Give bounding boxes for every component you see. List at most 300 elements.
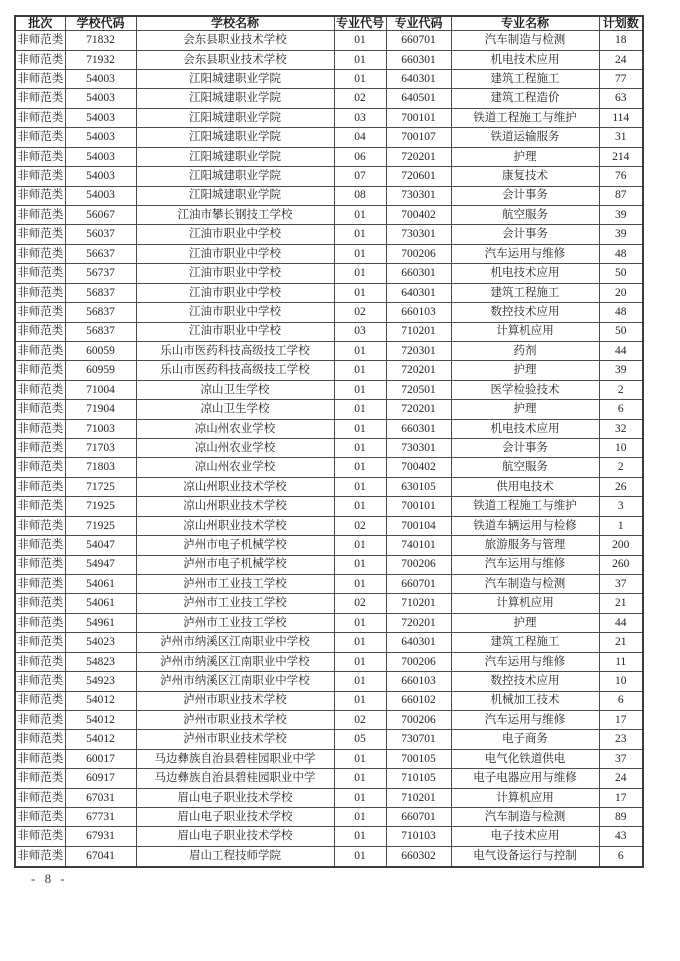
cell-school-name: 泸州市职业技术学校 <box>136 710 334 729</box>
cell-school-code: 60959 <box>65 361 136 380</box>
cell-plan-count: 37 <box>599 749 643 768</box>
cell-batch: 非师范类 <box>15 808 65 827</box>
cell-plan-count: 114 <box>599 108 643 127</box>
cell-major-name: 护理 <box>451 613 599 632</box>
cell-school-name: 眉山电子职业技术学校 <box>136 808 334 827</box>
cell-school-code: 54012 <box>65 691 136 710</box>
cell-school-name: 江油市职业中学校 <box>136 244 334 263</box>
cell-batch: 非师范类 <box>15 108 65 127</box>
cell-major-code: 740101 <box>386 536 451 555</box>
cell-batch: 非师范类 <box>15 31 65 50</box>
cell-plan-count: 3 <box>599 497 643 516</box>
cell-school-code: 71932 <box>65 50 136 69</box>
cell-plan-count: 50 <box>599 264 643 283</box>
table-row <box>15 749 643 768</box>
cell-school-name: 泸州市电子机械学校 <box>136 536 334 555</box>
cell-major-seq: 02 <box>334 594 386 613</box>
cell-major-name: 电气化铁道供电 <box>451 749 599 768</box>
cell-batch: 非师范类 <box>15 205 65 224</box>
cell-major-code: 720501 <box>386 380 451 399</box>
cell-school-name: 凉山州农业学校 <box>136 419 334 438</box>
cell-school-code: 67731 <box>65 808 136 827</box>
table-row <box>15 536 643 555</box>
cell-major-name: 计算机应用 <box>451 322 599 341</box>
cell-school-name: 江油市职业中学校 <box>136 264 334 283</box>
cell-school-name: 会东县职业技术学校 <box>136 31 334 50</box>
table-row <box>15 691 643 710</box>
cell-major-code: 700107 <box>386 128 451 147</box>
cell-batch: 非师范类 <box>15 516 65 535</box>
cell-school-code: 56067 <box>65 205 136 224</box>
table-row <box>15 808 643 827</box>
cell-school-name: 会东县职业技术学校 <box>136 50 334 69</box>
cell-batch: 非师范类 <box>15 264 65 283</box>
cell-batch: 非师范类 <box>15 89 65 108</box>
cell-major-code: 660301 <box>386 264 451 283</box>
cell-school-name: 眉山电子职业技术学校 <box>136 788 334 807</box>
cell-batch: 非师范类 <box>15 749 65 768</box>
cell-major-code: 700206 <box>386 710 451 729</box>
cell-school-code: 54003 <box>65 147 136 166</box>
cell-plan-count: 32 <box>599 419 643 438</box>
cell-batch: 非师范类 <box>15 128 65 147</box>
cell-batch: 非师范类 <box>15 575 65 594</box>
table-row <box>15 594 643 613</box>
table-row <box>15 341 643 360</box>
cell-school-name: 马边彝族自治县碧桂园职业中学 <box>136 769 334 788</box>
cell-major-code: 720201 <box>386 400 451 419</box>
table-row <box>15 730 643 749</box>
cell-school-name: 江油市职业中学校 <box>136 283 334 302</box>
cell-major-seq: 01 <box>334 691 386 710</box>
cell-plan-count: 1 <box>599 516 643 535</box>
cell-major-seq: 01 <box>334 555 386 574</box>
cell-plan-count: 26 <box>599 477 643 496</box>
cell-school-code: 54003 <box>65 89 136 108</box>
cell-plan-count: 24 <box>599 769 643 788</box>
cell-major-code: 660701 <box>386 575 451 594</box>
cell-batch: 非师范类 <box>15 361 65 380</box>
cell-major-name: 建筑工程施工 <box>451 70 599 89</box>
cell-major-code: 660302 <box>386 846 451 867</box>
cell-major-name: 汽车运用与维修 <box>451 244 599 263</box>
table-row <box>15 477 643 496</box>
cell-school-name: 江油市职业中学校 <box>136 303 334 322</box>
cell-major-seq: 01 <box>334 788 386 807</box>
cell-school-name: 乐山市医药科技高级技工学校 <box>136 361 334 380</box>
cell-major-code: 630105 <box>386 477 451 496</box>
cell-major-name: 药剂 <box>451 341 599 360</box>
cell-plan-count: 20 <box>599 283 643 302</box>
cell-plan-count: 260 <box>599 555 643 574</box>
cell-major-name: 会计事务 <box>451 439 599 458</box>
cell-batch: 非师范类 <box>15 225 65 244</box>
cell-major-seq: 01 <box>334 341 386 360</box>
table-row <box>15 575 643 594</box>
cell-school-code: 67041 <box>65 846 136 867</box>
cell-school-code: 54003 <box>65 167 136 186</box>
cell-school-name: 江油市职业中学校 <box>136 322 334 341</box>
cell-major-code: 660103 <box>386 672 451 691</box>
cell-major-code: 700101 <box>386 497 451 516</box>
cell-major-name: 汽车制造与检测 <box>451 31 599 50</box>
table-row <box>15 167 643 186</box>
cell-batch: 非师范类 <box>15 672 65 691</box>
cell-school-name: 眉山工程技师学院 <box>136 846 334 867</box>
cell-school-code: 54012 <box>65 730 136 749</box>
cell-major-name: 建筑工程施工 <box>451 283 599 302</box>
cell-major-seq: 01 <box>334 613 386 632</box>
table-row <box>15 652 643 671</box>
cell-major-code: 700105 <box>386 749 451 768</box>
table-row <box>15 108 643 127</box>
cell-batch: 非师范类 <box>15 380 65 399</box>
cell-school-name: 凉山州农业学校 <box>136 458 334 477</box>
cell-major-seq: 01 <box>334 283 386 302</box>
cell-major-name: 数控技术应用 <box>451 303 599 322</box>
cell-major-name: 电子商务 <box>451 730 599 749</box>
cell-plan-count: 6 <box>599 400 643 419</box>
table-row <box>15 827 643 846</box>
cell-plan-count: 48 <box>599 303 643 322</box>
table-row <box>15 613 643 632</box>
cell-major-name: 汽车运用与维修 <box>451 652 599 671</box>
cell-school-name: 泸州市纳溪区江南职业中学校 <box>136 633 334 652</box>
cell-plan-count: 23 <box>599 730 643 749</box>
cell-school-code: 54012 <box>65 710 136 729</box>
cell-major-code: 710103 <box>386 827 451 846</box>
table-row <box>15 710 643 729</box>
table-row <box>15 788 643 807</box>
cell-plan-count: 17 <box>599 710 643 729</box>
cell-plan-count: 10 <box>599 439 643 458</box>
cell-plan-count: 43 <box>599 827 643 846</box>
cell-major-seq: 01 <box>334 458 386 477</box>
table-row <box>15 361 643 380</box>
cell-school-code: 54003 <box>65 186 136 205</box>
cell-school-code: 71003 <box>65 419 136 438</box>
cell-batch: 非师范类 <box>15 769 65 788</box>
col-header-major-seq: 专业代号 <box>335 16 384 30</box>
cell-major-seq: 03 <box>334 108 386 127</box>
cell-school-name: 泸州市工业技工学校 <box>136 613 334 632</box>
cell-major-name: 航空服务 <box>451 205 599 224</box>
table-row <box>15 244 643 263</box>
table-row <box>15 205 643 224</box>
cell-major-seq: 01 <box>334 31 386 50</box>
cell-batch: 非师范类 <box>15 613 65 632</box>
cell-major-code: 660301 <box>386 50 451 69</box>
cell-school-name: 江阳城建职业学院 <box>136 108 334 127</box>
cell-plan-count: 44 <box>599 341 643 360</box>
cell-major-code: 700206 <box>386 244 451 263</box>
cell-plan-count: 77 <box>599 70 643 89</box>
cell-plan-count: 39 <box>599 205 643 224</box>
cell-school-code: 71703 <box>65 439 136 458</box>
cell-plan-count: 214 <box>599 147 643 166</box>
cell-major-name: 计算机应用 <box>451 594 599 613</box>
cell-school-code: 54961 <box>65 613 136 632</box>
cell-major-code: 660701 <box>386 31 451 50</box>
cell-major-name: 数控技术应用 <box>451 672 599 691</box>
table-row <box>15 147 643 166</box>
table-row <box>15 516 643 535</box>
col-header-batch: 批次 <box>15 16 65 31</box>
cell-major-code: 720201 <box>386 147 451 166</box>
cell-batch: 非师范类 <box>15 419 65 438</box>
cell-school-code: 60017 <box>65 749 136 768</box>
cell-major-seq: 01 <box>334 205 386 224</box>
table-row <box>15 380 643 399</box>
cell-plan-count: 39 <box>599 361 643 380</box>
cell-major-name: 汽车制造与检测 <box>451 808 599 827</box>
cell-major-name: 供用电技术 <box>451 477 599 496</box>
cell-school-name: 泸州市纳溪区江南职业中学校 <box>136 652 334 671</box>
cell-major-name: 汽车运用与维修 <box>451 710 599 729</box>
cell-batch: 非师范类 <box>15 710 65 729</box>
cell-school-name: 江油市攀长钢技工学校 <box>136 205 334 224</box>
cell-major-seq: 01 <box>334 419 386 438</box>
cell-major-name: 铁道车辆运用与检修 <box>451 516 599 535</box>
cell-major-seq: 01 <box>334 50 386 69</box>
page-number: - 8 - <box>31 871 68 886</box>
cell-major-name: 计算机应用 <box>451 788 599 807</box>
cell-major-name: 铁道工程施工与维护 <box>451 108 599 127</box>
cell-plan-count: 44 <box>599 613 643 632</box>
cell-school-code: 71832 <box>65 31 136 50</box>
table-row <box>15 633 643 652</box>
cell-major-seq: 01 <box>334 769 386 788</box>
cell-major-seq: 01 <box>334 536 386 555</box>
cell-major-code: 710201 <box>386 322 451 341</box>
cell-major-code: 640301 <box>386 633 451 652</box>
cell-major-seq: 01 <box>334 808 386 827</box>
col-header-major-code: 专业代码 <box>386 16 451 31</box>
cell-major-code: 710201 <box>386 788 451 807</box>
cell-plan-count: 6 <box>599 846 643 867</box>
cell-batch: 非师范类 <box>15 341 65 360</box>
cell-major-code: 640301 <box>386 283 451 302</box>
cell-school-name: 凉山州职业技术学校 <box>136 516 334 535</box>
cell-batch: 非师范类 <box>15 827 65 846</box>
cell-school-code: 56037 <box>65 225 136 244</box>
cell-major-name: 护理 <box>451 400 599 419</box>
cell-school-name: 凉山州农业学校 <box>136 439 334 458</box>
cell-major-seq: 07 <box>334 167 386 186</box>
cell-major-code: 730701 <box>386 730 451 749</box>
cell-school-name: 泸州市工业技工学校 <box>136 575 334 594</box>
cell-major-code: 710201 <box>386 594 451 613</box>
cell-batch: 非师范类 <box>15 536 65 555</box>
cell-batch: 非师范类 <box>15 70 65 89</box>
cell-major-name: 会计事务 <box>451 225 599 244</box>
table-row <box>15 186 643 205</box>
cell-plan-count: 76 <box>599 167 643 186</box>
cell-school-name: 乐山市医药科技高级技工学校 <box>136 341 334 360</box>
col-header-school-code: 学校代码 <box>65 16 136 31</box>
cell-major-seq: 01 <box>334 477 386 496</box>
table-row <box>15 846 643 867</box>
cell-batch: 非师范类 <box>15 439 65 458</box>
cell-plan-count: 10 <box>599 672 643 691</box>
cell-school-name: 江阳城建职业学院 <box>136 70 334 89</box>
cell-batch: 非师范类 <box>15 555 65 574</box>
cell-major-code: 730301 <box>386 186 451 205</box>
col-header-plan-count: 计划数 <box>599 16 643 31</box>
cell-school-name: 泸州市纳溪区江南职业中学校 <box>136 672 334 691</box>
cell-major-seq: 01 <box>334 672 386 691</box>
cell-major-code: 720301 <box>386 341 451 360</box>
cell-major-seq: 04 <box>334 128 386 147</box>
cell-school-name: 江阳城建职业学院 <box>136 89 334 108</box>
cell-batch: 非师范类 <box>15 730 65 749</box>
cell-school-name: 江阳城建职业学院 <box>136 186 334 205</box>
cell-major-seq: 05 <box>334 730 386 749</box>
cell-batch: 非师范类 <box>15 322 65 341</box>
cell-school-name: 凉山州职业技术学校 <box>136 477 334 496</box>
cell-major-name: 铁道运输服务 <box>451 128 599 147</box>
cell-plan-count: 50 <box>599 322 643 341</box>
cell-school-name: 泸州市工业技工学校 <box>136 594 334 613</box>
cell-major-code: 640501 <box>386 89 451 108</box>
cell-school-code: 67031 <box>65 788 136 807</box>
cell-school-code: 71925 <box>65 516 136 535</box>
cell-batch: 非师范类 <box>15 633 65 652</box>
cell-plan-count: 37 <box>599 575 643 594</box>
table-row <box>15 89 643 108</box>
cell-major-name: 护理 <box>451 147 599 166</box>
cell-school-code: 54047 <box>65 536 136 555</box>
cell-batch: 非师范类 <box>15 497 65 516</box>
cell-school-code: 54003 <box>65 108 136 127</box>
cell-major-code: 660102 <box>386 691 451 710</box>
cell-major-name: 护理 <box>451 361 599 380</box>
cell-plan-count: 31 <box>599 128 643 147</box>
cell-school-code: 71925 <box>65 497 136 516</box>
table-row <box>15 555 643 574</box>
cell-plan-count: 6 <box>599 691 643 710</box>
cell-major-code: 700206 <box>386 652 451 671</box>
cell-school-code: 56837 <box>65 303 136 322</box>
table-row <box>15 303 643 322</box>
cell-school-code: 60917 <box>65 769 136 788</box>
cell-plan-count: 2 <box>599 380 643 399</box>
cell-major-seq: 01 <box>334 225 386 244</box>
cell-plan-count: 48 <box>599 244 643 263</box>
cell-school-code: 54923 <box>65 672 136 691</box>
cell-school-name: 泸州市职业技术学校 <box>136 730 334 749</box>
table-row <box>15 439 643 458</box>
cell-major-name: 电气设备运行与控制 <box>451 846 599 867</box>
table-row <box>15 419 643 438</box>
cell-major-seq: 01 <box>334 575 386 594</box>
cell-school-code: 67931 <box>65 827 136 846</box>
cell-major-seq: 02 <box>334 303 386 322</box>
table-header-row <box>15 16 643 31</box>
cell-batch: 非师范类 <box>15 846 65 867</box>
cell-major-seq: 01 <box>334 497 386 516</box>
cell-plan-count: 63 <box>599 89 643 108</box>
cell-batch: 非师范类 <box>15 691 65 710</box>
cell-school-code: 71904 <box>65 400 136 419</box>
table-row <box>15 70 643 89</box>
cell-plan-count: 87 <box>599 186 643 205</box>
table-row <box>15 769 643 788</box>
cell-plan-count: 21 <box>599 594 643 613</box>
cell-batch: 非师范类 <box>15 147 65 166</box>
cell-school-name: 泸州市电子机械学校 <box>136 555 334 574</box>
table-row <box>15 283 643 302</box>
cell-batch: 非师范类 <box>15 303 65 322</box>
cell-major-code: 660301 <box>386 419 451 438</box>
cell-major-seq: 02 <box>334 516 386 535</box>
cell-major-code: 720201 <box>386 613 451 632</box>
cell-major-name: 电子技术应用 <box>451 827 599 846</box>
cell-major-code: 700206 <box>386 555 451 574</box>
cell-major-seq: 03 <box>334 322 386 341</box>
cell-major-seq: 01 <box>334 439 386 458</box>
cell-batch: 非师范类 <box>15 788 65 807</box>
cell-major-seq: 01 <box>334 361 386 380</box>
cell-school-name: 江阳城建职业学院 <box>136 147 334 166</box>
cell-school-code: 54061 <box>65 575 136 594</box>
cell-batch: 非师范类 <box>15 594 65 613</box>
cell-batch: 非师范类 <box>15 283 65 302</box>
cell-major-name: 汽车运用与维修 <box>451 555 599 574</box>
cell-major-seq: 02 <box>334 710 386 729</box>
table-row <box>15 128 643 147</box>
cell-major-seq: 01 <box>334 846 386 867</box>
cell-batch: 非师范类 <box>15 652 65 671</box>
cell-major-name: 航空服务 <box>451 458 599 477</box>
cell-major-name: 会计事务 <box>451 186 599 205</box>
table-row <box>15 31 643 50</box>
cell-major-name: 铁道工程施工与维护 <box>451 497 599 516</box>
cell-batch: 非师范类 <box>15 186 65 205</box>
cell-major-code: 710105 <box>386 769 451 788</box>
cell-major-seq: 01 <box>334 633 386 652</box>
cell-batch: 非师范类 <box>15 458 65 477</box>
cell-plan-count: 24 <box>599 50 643 69</box>
cell-major-name: 建筑工程施工 <box>451 633 599 652</box>
cell-batch: 非师范类 <box>15 167 65 186</box>
cell-school-name: 眉山电子职业技术学校 <box>136 827 334 846</box>
cell-major-name: 旅游服务与管理 <box>451 536 599 555</box>
cell-major-name: 康复技术 <box>451 167 599 186</box>
cell-school-code: 54023 <box>65 633 136 652</box>
table-row <box>15 672 643 691</box>
cell-school-code: 71004 <box>65 380 136 399</box>
cell-plan-count: 2 <box>599 458 643 477</box>
cell-major-code: 730301 <box>386 439 451 458</box>
table-row <box>15 458 643 477</box>
cell-major-code: 700402 <box>386 205 451 224</box>
cell-major-code: 660103 <box>386 303 451 322</box>
cell-major-seq: 01 <box>334 264 386 283</box>
cell-batch: 非师范类 <box>15 244 65 263</box>
cell-school-name: 江阳城建职业学院 <box>136 167 334 186</box>
cell-school-code: 54823 <box>65 652 136 671</box>
cell-school-code: 60059 <box>65 341 136 360</box>
cell-school-name: 泸州市职业技术学校 <box>136 691 334 710</box>
cell-school-code: 54947 <box>65 555 136 574</box>
cell-school-name: 马边彝族自治县碧桂园职业中学 <box>136 749 334 768</box>
cell-major-code: 730301 <box>386 225 451 244</box>
table-row <box>15 497 643 516</box>
cell-major-code: 700104 <box>386 516 451 535</box>
cell-major-seq: 02 <box>334 89 386 108</box>
table-row <box>15 264 643 283</box>
